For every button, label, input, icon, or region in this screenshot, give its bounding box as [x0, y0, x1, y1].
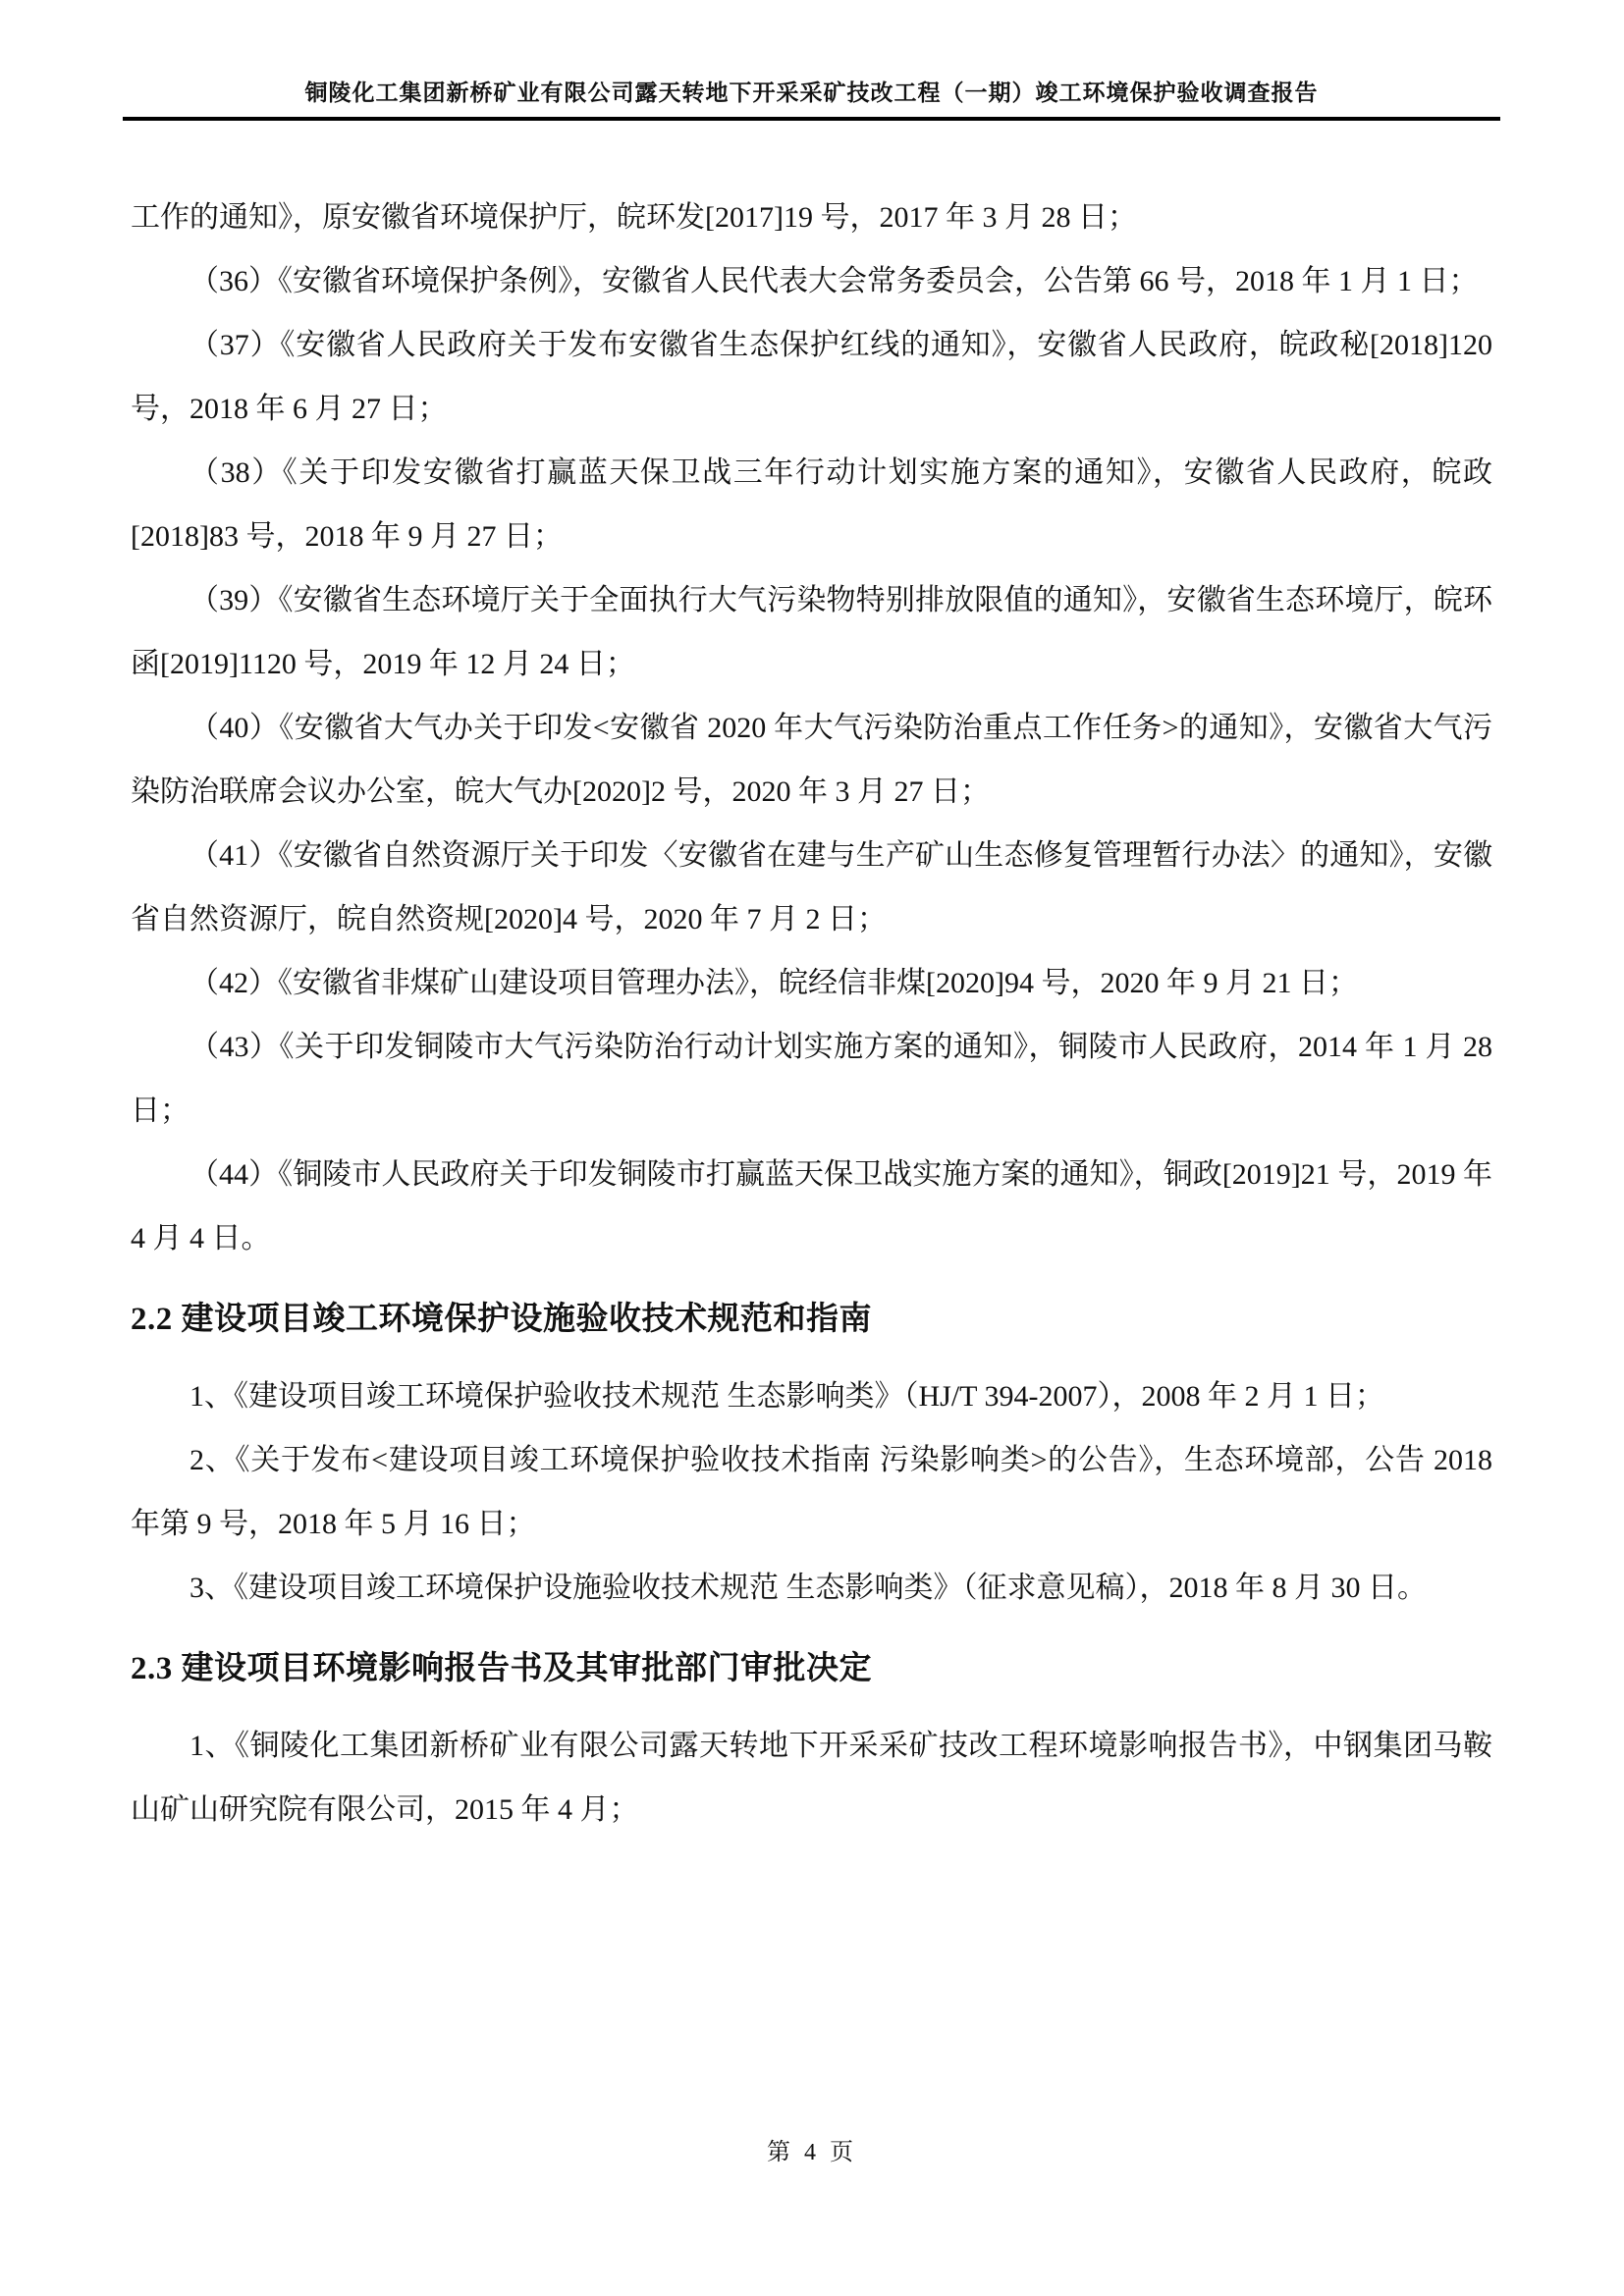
paragraph-item-43: （43）《关于印发铜陵市大气污染防治行动计划实施方案的通知》，铜陵市人民政府，2014 年 1 月 28 日；: [131, 1030, 1492, 1127]
paragraph-2-3-item-1: 1、《铜陵化工集团新桥矿业有限公司露天转地下开采采矿技改工程环境影响报告书》，中钢集团马鞍山矿山研究院有限公司，2015 年 4 月；: [131, 1729, 1492, 1826]
paragraph-2-2-item-3: 3、《建设项目竣工环境保护设施验收技术规范 生态影响类》（征求意见稿），2018 年 8 月 30 日。: [189, 1571, 1427, 1604]
paragraph-item-44: （44）《铜陵市人民政府关于印发铜陵市打赢蓝天保卫战实施方案的通知》，铜政[2019]21 号，2019 年 4 月 4 日。: [131, 1157, 1492, 1255]
section-heading-2-3: 2.3 建设项目环境影响报告书及其审批部门审批决定: [131, 1650, 872, 1686]
paragraph-item-41: （41）《安徽省自然资源厅关于印发〈安徽省在建与生产矿山生态修复管理暂行办法〉的通知》，安徽省自然资源厅，皖自然资规[2020]4 号，2020 年 7 月 2 日；: [131, 838, 1492, 935]
header-rule: [123, 117, 1500, 121]
paragraph-item-40: （40）《安徽省大气办关于印发<安徽省 2020 年大气污染防治重点工作任务>的通知》，安徽省大气污染防治联席会议办公室，皖大气办[2020]2 号，2020 年 3 月 27 日；: [131, 711, 1492, 808]
section-heading-2-2: 2.2 建设项目竣工环境保护设施验收技术规范和指南: [131, 1301, 872, 1337]
paragraph-continuation: 工作的通知》，原安徽省环境保护厅，皖环发[2017]19 号，2017 年 3 月 28 日；: [131, 200, 1137, 234]
paragraph-item-36: （36）《安徽省环境保护条例》，安徽省人民代表大会常务委员会，公告第 66 号，2018 年 1 月 1 日；: [189, 264, 1479, 297]
page-header: [131, 0, 1492, 121]
paragraph-item-42: （42）《安徽省非煤矿山建设项目管理办法》，皖经信非煤[2020]94 号，2020 年 9 月 21 日；: [189, 966, 1358, 999]
paragraph-2-2-item-2: 2、《关于发布<建设项目竣工环境保护验收技术指南 污染影响类>的公告》，生态环境部，公告 2018 年第 9 号，2018 年 5 月 16 日；: [131, 1443, 1492, 1540]
paragraph-item-37: （37）《安徽省人民政府关于发布安徽省生态保护红线的通知》，安徽省人民政府，皖政秘[2018]120 号，2018 年 6 月 27 日；: [131, 328, 1492, 425]
page-number-footer: 第 4 页: [767, 2140, 857, 2165]
page-header-title: 铜陵化工集团新桥矿业有限公司露天转地下开采采矿技改工程（一期）竣工环境保护验收调查报告: [304, 80, 1319, 105]
document-body: [131, 186, 1492, 1842]
paragraph-item-39: （39）《安徽省生态环境厅关于全面执行大气污染物特别排放限值的通知》，安徽省生态环境厅，皖环函[2019]1120 号，2019 年 12 月 24 日；: [131, 583, 1492, 680]
paragraph-2-2-item-1: 1、《建设项目竣工环境保护验收技术规范 生态影响类》（HJ/T 394-2007），2008 年 2 月 1 日；: [189, 1379, 1384, 1413]
paragraph-item-38: （38）《关于印发安徽省打赢蓝天保卫战三年行动计划实施方案的通知》，安徽省人民政府，皖政[2018]83 号，2018 年 9 月 27 日；: [131, 455, 1492, 553]
